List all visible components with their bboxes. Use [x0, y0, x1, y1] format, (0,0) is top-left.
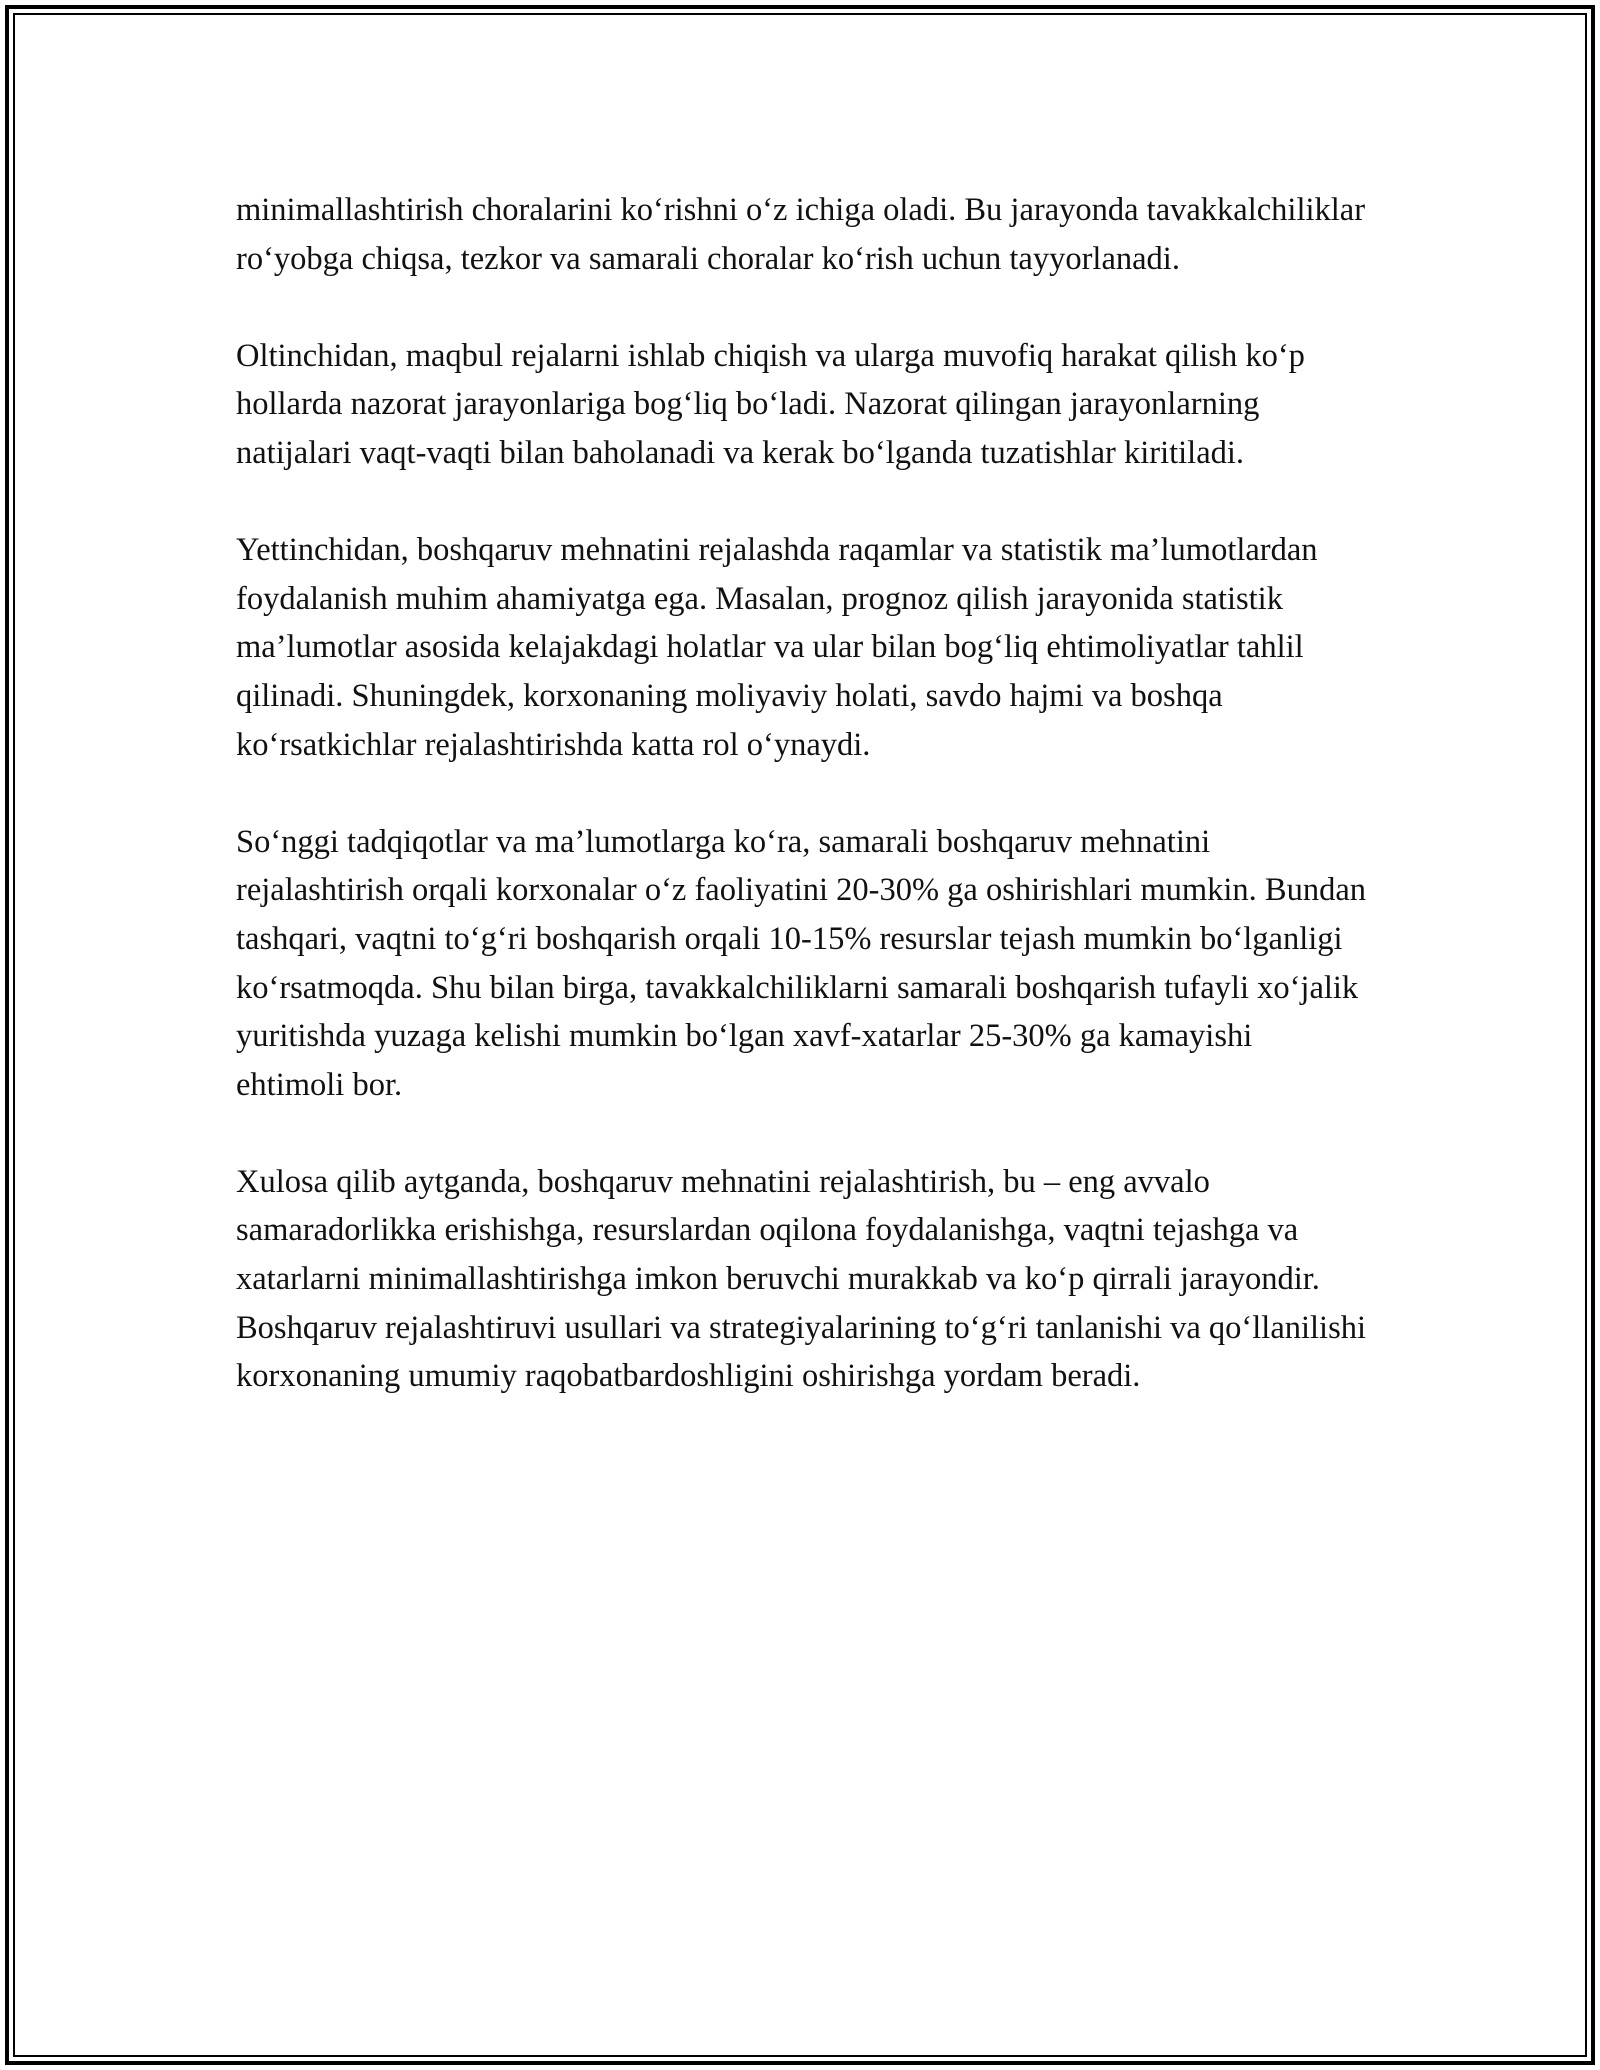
paragraph-5: Xulosa qilib aytganda, boshqaruv mehnatini rejalashtirish, bu – eng avvalo samaradorlikka erishishga, resurslardan oqilona foydalanishga, vaqtni tejashga va xatarlarni minimallashtirishga imkon beruvchi murakkab va ko‘p qirrali jarayondir. Boshqaruv rejalashtiruvi usullari va strategiyalarining to‘g‘ri tanlanishi va qo‘llanilishi korxonaning umumiy raqobatbardoshligini oshirishga yordam beradi. — [236, 1163, 1367, 1395]
paragraph-4: So‘nggi tadqiqotlar va ma’lumotlarga ko‘ra, samarali boshqaruv mehnatini rejalashtirish orqali korxonalar o‘z faoliyatini 20-30% ga oshirishlari mumkin. Bundan tashqari, vaqtni to‘g‘ri boshqarish orqali 10-15% resurslar tejash mumkin bo‘lganligi ko‘rsatmoqda. Shu bilan birga, tavakkalchiliklarni samarali boshqarish tufayli xo‘jalik yuritishda yuzaga kelishi mumkin bo‘lgan xavf-xatarlar 25-30% ga kamayishi ehtimoli bor. — [236, 823, 1367, 1103]
paragraph-2: Oltinchidan, maqbul rejalarni ishlab chiqish va ularga muvofiq harakat qilish ko‘p hollarda nazorat jarayonlariga bog‘liq bo‘ladi. Nazorat qilingan jarayonlarning natijalari vaqt-vaqti bilan baholanadi va kerak bo‘lganda tuzatishlar kiritiladi. — [236, 337, 1305, 471]
paragraph-3: Yettinchidan, boshqaruv mehnatini rejalashda raqamlar va statistik ma’lumotlardan foydalanish muhim ahamiyatga ega. Masalan, prognoz qilish jarayonida statistik ma’lumotlar asosida kelajakdagi holatlar va ular bilan bog‘liq ehtimoliyatlar tahlil qilinadi. Shuningdek, korxonaning moliyaviy holati, savdo hajmi va boshqa ko‘rsatkichlar rejalashtirishda katta rol o‘ynaydi. — [236, 532, 1318, 763]
document-body — [236, 186, 1366, 1401]
paragraph-1: minimallashtirish choralarini ko‘rishni o‘z ichiga oladi. Bu jarayonda tavakkalchiliklar ro‘yobga chiqsa, tezkor va samarali choralar ko‘rish uchun tayyorlanadi. — [236, 192, 1366, 277]
